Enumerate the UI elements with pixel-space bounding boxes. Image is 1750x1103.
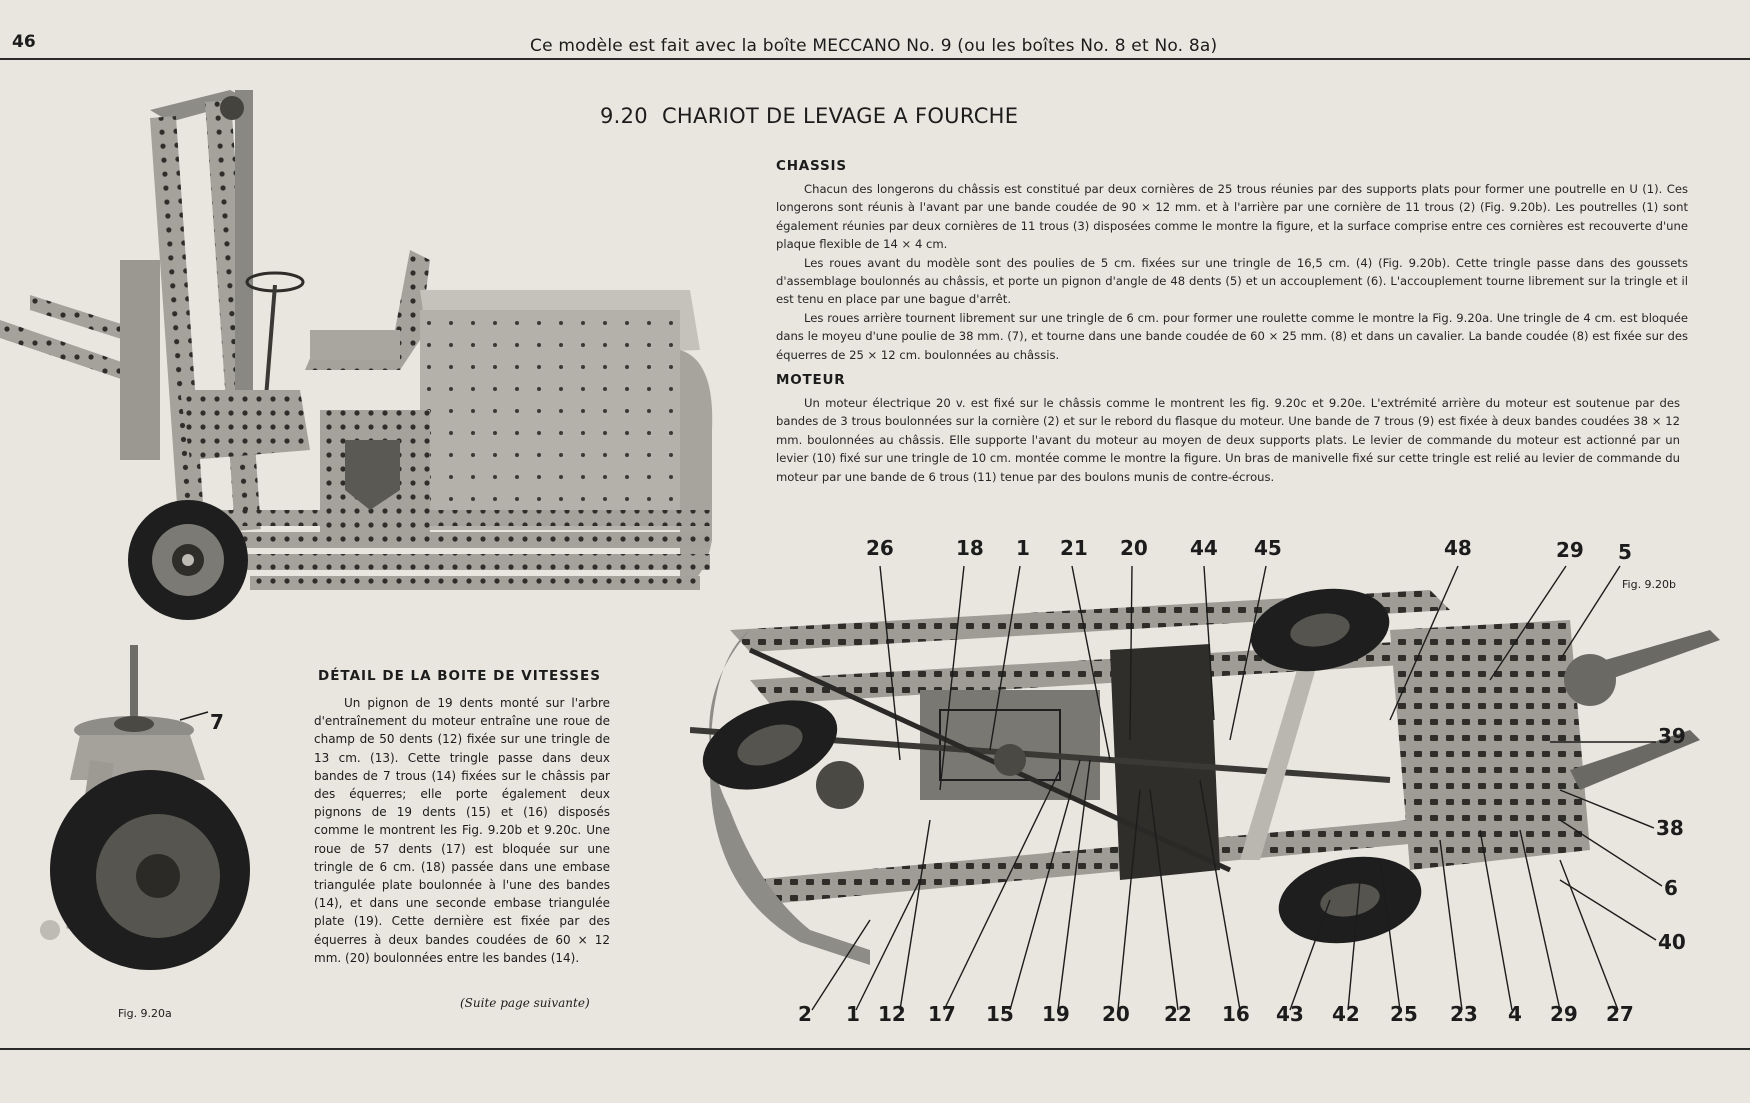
page-number: 46 [12,32,36,52]
callout-45: 45 [1254,536,1282,560]
callout-4: 4 [1508,1002,1522,1026]
callout-21: 21 [1060,536,1088,560]
callout-29: 29 [1556,538,1584,562]
chassis-heading: CHASSIS [776,158,847,174]
callout-48: 48 [1444,536,1472,560]
fig-b-label: Fig. 9.20b [1622,578,1677,591]
callout-23: 23 [1450,1002,1478,1026]
chassis-paragraph: Chacun des longerons du châssis est constitué par deux cornières de 25 trous réunies par des supports plats pour former une poutrelle en U (1). Ces longerons sont réunis à l'avant par une bande coudée de 90 × 12 mm. et à l'arrière par une cornière de 11 trous (2) (Fig. 9.20b). Les poutrelles (1) sont également réunies par deux cornières de 11 trous (3) disposées comme le montre la figure, et la surface comprise entre ces cornières est recouverte d'une plaque flexible de 14 × 4 cm. [776,182,1688,252]
callout-1: 1 [1016,536,1030,560]
chassis-paragraph: Les roues avant du modèle sont des poulies de 5 cm. fixées sur une tringle de 16,5 cm. (4) (Fig. 9.20b). Cette tringle passe dans des goussets d'assemblage boulonnés au châssis, et porte un pignon d'angle de 48 dents (5) et un accouplement (6). L'accouplement tourne librement sur la tringle et il est tenu en place par une bague d'arrêt. [776,255,1688,307]
callout-12: 12 [878,1002,906,1026]
fig-a-label: Fig. 9.20a [118,1007,172,1020]
callout-20: 20 [1102,1002,1130,1026]
callout-7: 7 [210,710,224,734]
callout-20: 20 [1120,536,1148,560]
chassis-paragraph: Les roues arrière tournent librement sur une tringle de 6 cm. pour former une roulette comme le montre la Fig. 9.20a. Une tringle de 4 cm. est bloquée dans le moyeu d'une poulie de 38 mm. (7), et tourne dans une bande coudée de 60 × 25 mm. (8) et dans un cavalier. La bande coudée (8) est fixée sur des équerres de 25 × 12 cm. boulonnées au châssis. [776,310,1688,362]
callout-39: 39 [1658,724,1686,748]
callout-17: 17 [928,1002,956,1026]
model-number: 9.20 [600,104,648,128]
callout-18: 18 [956,536,984,560]
callout-25: 25 [1390,1002,1418,1026]
callout-29: 29 [1550,1002,1578,1026]
callout-40: 40 [1658,930,1686,954]
moteur-heading: MOTEUR [776,372,846,388]
callout-42: 42 [1332,1002,1360,1026]
continued-note: (Suite page suivante) [460,996,590,1010]
footer-rule [0,1048,1750,1050]
callout-15: 15 [986,1002,1014,1026]
callout-2: 2 [798,1002,812,1026]
callout-26: 26 [866,536,894,560]
callout-16: 16 [1222,1002,1250,1026]
running-title: Ce modèle est fait avec la boîte MECCANO No. 9 (ou les boîtes No. 8 et No. 8a) [530,36,1218,56]
callout-1: 1 [846,1002,860,1026]
moteur-paragraph: Un moteur électrique 20 v. est fixé sur le châssis comme le montrent les fig. 9.20c et 9.20e. L'extrémité arrière du moteur est soutenue par des bandes de 3 trous boulonnées sur la cornière (2) et sur le rebord du flasque du moteur. Une bande de 7 trous (9) est fixée à deux bandes coudées 38 × 12 mm. boulonnées au châssis. Elle supporte l'avant du moteur au moyen de deux supports plats. Le levier de commande du moteur est actionné par un levier (10) fixé sur une tringle de 10 cm. montée comme le montre la figure. Un bras de manivelle fixé sur cette tringle est relié au levier de commande du moteur par une bande de 6 trous (11) tenue par des boulons munis de contre-écrous. [776,396,1680,484]
callout-22: 22 [1164,1002,1192,1026]
callout-27: 27 [1606,1002,1634,1026]
callout-43: 43 [1276,1002,1304,1026]
callout-6: 6 [1664,876,1678,900]
callout-19: 19 [1042,1002,1070,1026]
callout-5: 5 [1618,540,1632,564]
gearbox-heading: DÉTAIL DE LA BOITE DE VITESSES [318,668,601,684]
model-name: CHARIOT DE LEVAGE A FOURCHE [661,104,1019,128]
gearbox-paragraph: Un pignon de 19 dents monté sur l'arbre d'entraînement du moteur entraîne une roue de champ de 50 dents (12) fixée sur une tringle de 13 cm. (13). Cette tringle passe dans deux bandes de 7 trous (14) fixées sur le châssis par des équerres; elle porte également deux pignons de 19 dents (15) et (16) disposés comme le montrent les Fig. 9.20b et 9.20c. Une roue de 57 dents (17) est bloquée sur une tringle de 6 cm. (18) passée dans une embase triangulée plate boulonnée à l'une des bandes (14), et dans une seconde embase triangulée plate (19). Cette dernière est fixée par des équerres à deux bandes coudées de 60 × 12 mm. (20) boulonnées entre les bandes (14). [314,696,610,965]
callout-44: 44 [1190,536,1218,560]
callout-38: 38 [1656,816,1684,840]
